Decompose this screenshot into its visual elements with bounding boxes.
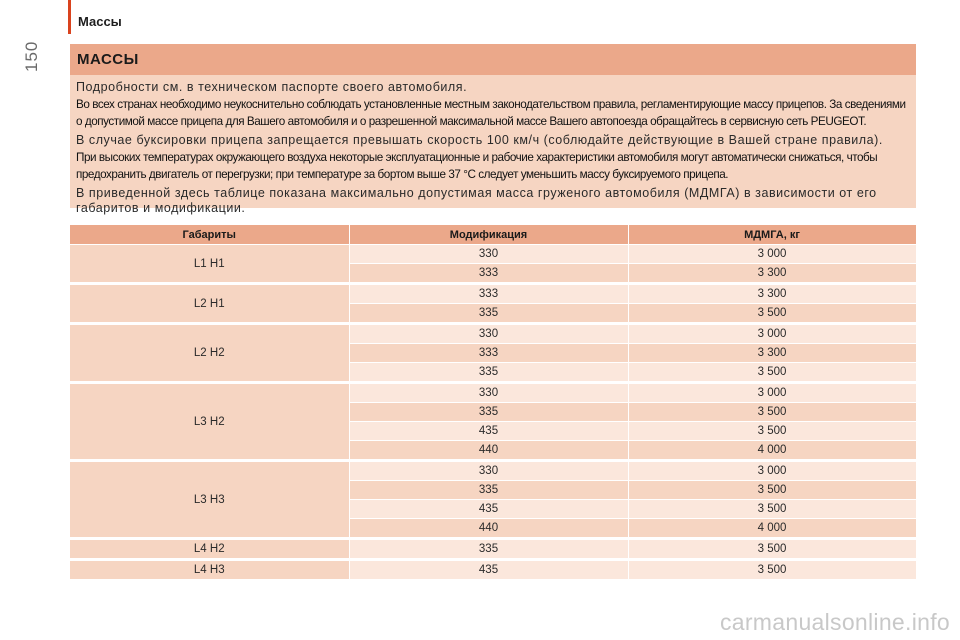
max-mass-cell: 4 000 (628, 441, 916, 461)
max-mass-cell: 3 300 (628, 264, 916, 284)
page-number: 150 (22, 40, 41, 72)
running-header-title: Массы (78, 14, 122, 29)
max-mass-cell: 3 500 (628, 403, 916, 422)
max-mass-cell: 3 500 (628, 500, 916, 519)
dimension-cell: L1 H1 (70, 245, 349, 284)
max-mass-cell: 3 000 (628, 383, 916, 403)
table-row (70, 461, 916, 481)
max-mass-cell: 3 000 (628, 461, 916, 481)
max-mass-cell: 3 300 (628, 344, 916, 363)
max-mass-cell: 3 500 (628, 304, 916, 324)
dimension-cell: L2 H2 (70, 324, 349, 383)
modification-cell: 333 (349, 344, 628, 363)
header-accent-bar (68, 0, 71, 34)
table-row (70, 284, 916, 304)
modification-cell: 435 (349, 422, 628, 441)
modification-cell: 335 (349, 481, 628, 500)
paragraph-high-temperature: При высоких температурах окружающего воздуха некоторые эксплуатационные и рабочие характеристики автомобиля могут автоматически снижаться, чтобы предохранить двигатель от перегрузки; при температуре за бортом выше 37 °C следует уменьшить массу буксируемого прицепа. (76, 151, 878, 181)
max-mass-cell: 4 000 (628, 519, 916, 539)
table-row (70, 560, 916, 581)
modification-cell: 335 (349, 304, 628, 324)
modification-cell: 330 (349, 461, 628, 481)
paragraph-trailer-rules: Во всех странах необходимо неукоснительно соблюдать установленные местным законодательством правила, регламентирующие массу прицепов. За сведениями о допустимой массе прицепа для Вашего автомобиля и о разрешенной максимальной массе Вашего автопоезда обращайтесь в сервисную сеть PEUGEOT. (76, 98, 906, 128)
max-mass-cell: 3 300 (628, 284, 916, 304)
dimension-cell: L4 H2 (70, 539, 349, 560)
max-mass-cell: 3 000 (628, 324, 916, 344)
table-row (70, 383, 916, 403)
max-mass-cell: 3 500 (628, 422, 916, 441)
max-mass-cell: 3 000 (628, 245, 916, 264)
info-box-header (70, 44, 916, 75)
modification-cell: 333 (349, 264, 628, 284)
info-box-body (70, 75, 916, 216)
mass-table-body (70, 245, 916, 581)
max-mass-cell: 3 500 (628, 560, 916, 581)
table-row (70, 539, 916, 560)
header-modification: Модификация (349, 225, 628, 245)
section-title: МАССЫ (77, 51, 139, 68)
modification-cell: 335 (349, 363, 628, 383)
modification-cell: 330 (349, 383, 628, 403)
modification-cell: 335 (349, 403, 628, 422)
mass-table (70, 225, 917, 582)
dimension-cell: L3 H3 (70, 461, 349, 539)
modification-cell: 330 (349, 245, 628, 264)
paragraph-speed-limit: В случае буксировки прицепа запрещается превышать скорость 100 км/ч (соблюдайте действующие в Вашей стране правила). (76, 133, 883, 147)
modification-cell: 333 (349, 284, 628, 304)
watermark: carmanualsonline.info (719, 609, 950, 635)
modification-cell: 435 (349, 500, 628, 519)
max-mass-cell: 3 500 (628, 481, 916, 500)
modification-cell: 335 (349, 539, 628, 560)
paragraph-table-intro: В приведенной здесь таблице показана максимально допустимая масса груженого автомобиля (МДМГА) в зависимости от его габаритов и модификации. (76, 186, 877, 215)
modification-cell: 330 (349, 324, 628, 344)
table-row (70, 245, 916, 264)
dimension-cell: L2 H1 (70, 284, 349, 324)
mass-table-header-row (70, 225, 916, 245)
dimension-cell: L3 H2 (70, 383, 349, 461)
info-box (70, 44, 916, 215)
max-mass-cell: 3 500 (628, 363, 916, 383)
table-row (70, 324, 916, 344)
modification-cell: 440 (349, 519, 628, 539)
header-dimensions: Габариты (70, 225, 349, 245)
modification-cell: 435 (349, 560, 628, 581)
max-mass-cell: 3 500 (628, 539, 916, 560)
modification-cell: 440 (349, 441, 628, 461)
paragraph-passport: Подробности см. в техническом паспорте своего автомобиля. (76, 80, 468, 94)
header-max-mass: МДМГА, кг (628, 225, 916, 245)
dimension-cell: L4 H3 (70, 560, 349, 581)
